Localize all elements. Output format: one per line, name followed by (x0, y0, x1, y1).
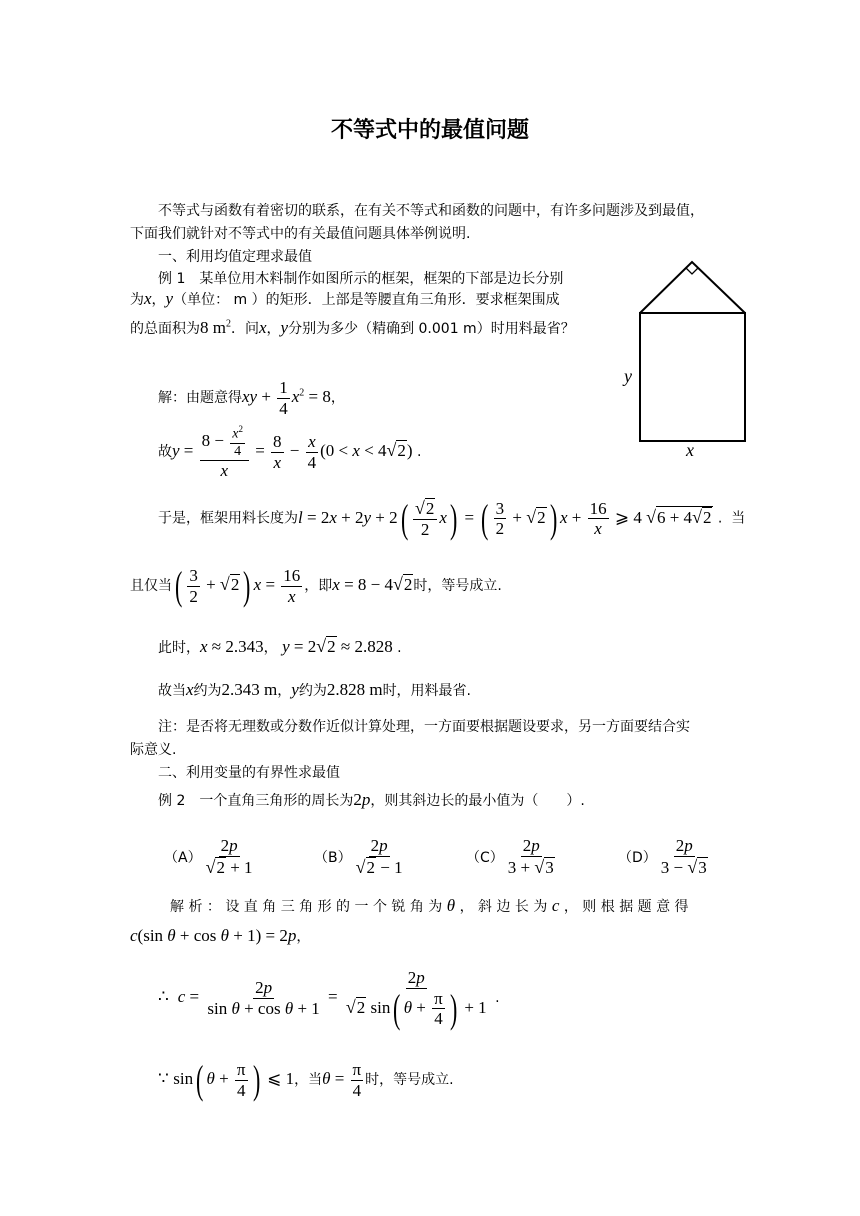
example-1-line-1: 例 1 某单位用木料制作如图所示的框架，框架的下部是边长分别 (158, 271, 564, 287)
example-1-line-3: 的总面积为8 $m^2$．问x，y分别为多少（精确到 0.001 m）时用料最省？ (130, 318, 575, 337)
analysis-line-3: ∴ c = $\frac{2p}{\text{sin θ + cos θ + 1}}$ = 2p √2 sin( θ + $\frac{\pi}{4}$ ) + 1 . (158, 968, 500, 1031)
section-2-heading: 二、利用变量的有界性求最值 (158, 765, 340, 781)
section-1-heading: 一、利用均值定理求最值 (158, 249, 312, 265)
analysis-line-1: 解 析 ： 设 直 角 三 角 形 的 一 个 锐 角 为 θ ， 斜 边 长 为 c ， 则 根 据 题 意 得 (170, 896, 689, 915)
example-2-question: 例 2 一个直角三角形的周长为2p，则其斜边长的最小值为（ ）. (158, 790, 585, 809)
label-x: x (686, 440, 694, 460)
solution-line-5: 此时，x ≈ 2.343， y = 2√2 ≈ 2.828 . (158, 636, 402, 656)
rectangle-base (640, 313, 745, 441)
solution-line-4: 且仅当( $\frac{3}{2}$ + √2) x = $\frac{16}{x}$ ，即x = 8 − 4√2时，等号成立. (130, 563, 502, 609)
analysis-line-2: c(sin θ + cos θ + 1) = 2p， (130, 926, 311, 945)
label-y: y (624, 366, 632, 386)
option-b: （B） $\frac{2p}{√2 - 1}$ (314, 836, 403, 877)
solution-conclusion: 故当x约为2.343 m，y约为2.828 m时，用料最省. (158, 680, 472, 699)
example-1-line-2: 为x，y（单位： m ）的矩形．上部是等腰直角三角形．要求框架围成 (130, 289, 560, 308)
solution-line-2: 故y = 8 − $\frac{x^2}{4}$ x = $\frac{8}{x}$ − $\frac{x}{4}$ (0 < x < 4√2) . (158, 424, 422, 480)
note-line-1: 注：是否将无理数或分数作近似计算处理，一方面要根据题设要求，另一方面要结合实 (158, 719, 690, 735)
solution-line-3: 于是，框架用料长度为l = 2x + 2y + 2( $\frac{√2}{2}$ x) = ( $\frac{3}{2}$ + √2) x + $\frac{16}{x}$ ⩾ 4 √6 + 4√2 . 当 (158, 495, 746, 541)
analysis-line-4: ∵ sin( θ + $\frac{\pi}{4}$ ) ⩽ 1，当θ = $\frac{\pi}{4}$ 时，等号成立. (158, 1057, 454, 1103)
triangle-roof (640, 262, 745, 313)
solution-line-1: 解：由题意得xy + $\frac{1}{4}$ $x^2 = 8$， (158, 378, 345, 418)
right-angle-mark (686, 268, 698, 274)
note-line-2: 际意义. (130, 742, 177, 758)
intro-line-2: 下面我们就针对不等式中的有关最值问题具体举例说明. (130, 226, 471, 242)
option-a: （A） $\frac{2p}{√2 + 1}$ (164, 836, 253, 877)
page-title: 不等式中的最值问题 (330, 118, 529, 143)
option-c: （C） $\frac{2p}{3 + √3}$ (466, 836, 554, 877)
intro-line-1: 不等式与函数有着密切的联系，在有关不等式和函数的问题中，有许多问题涉及到最值， (158, 203, 704, 219)
option-d: （D） $\frac{2p}{3 - √3}$ (618, 836, 707, 877)
frame-diagram (610, 252, 770, 462)
